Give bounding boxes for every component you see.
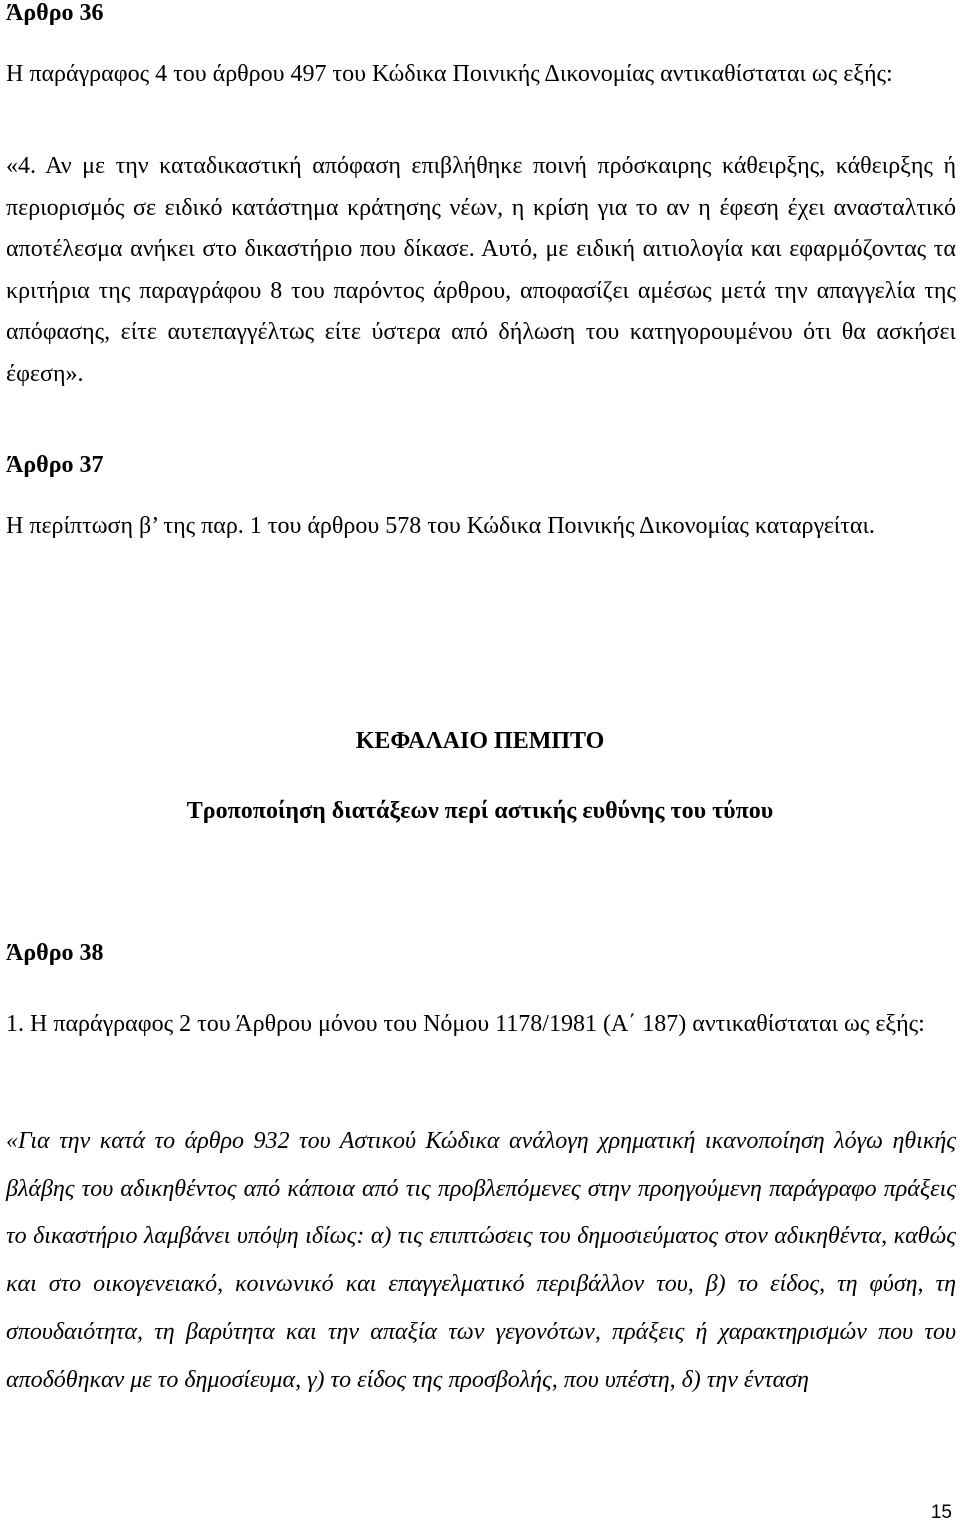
article-36-quote: «4. Αν με την καταδικαστική απόφαση επιβλήθηκε ποινή πρόσκαιρης κάθειρξης, κάθειρξης ή περιορισμός σε ειδικό κατάστημα κράτησης νέων, η κρίση για το αν η έφεση έχει ανασταλτικό αποτέλεσμα ανήκει στο δικαστήριο που δίκασε. Αυτό, με ειδική αιτιολογία και εφαρμόζοντας τα κριτήρια της παραγράφου 8 του παρόντος άρθρου, αποφασίζει αμέσως μετά την απαγγελία της απόφασης, είτε αυτεπαγγέλτως είτε ύστερα από δήλωση του κατηγορουμένου ότι θα ασκήσει έφεση».: [6, 153, 956, 387]
page-number: 15: [930, 1502, 952, 1523]
article-36-heading: Άρθρο 36: [6, 0, 104, 26]
chapter-title: ΚΕΦΑΛΑΙΟ ΠΕΜΠΤΟ: [355, 728, 605, 754]
article-38-heading: Άρθρο 38: [6, 940, 104, 966]
chapter-subtitle: Τροποποίηση διατάξεων περί αστικής ευθύνης του τύπου: [186, 798, 774, 824]
article-37-heading: Άρθρο 37: [6, 452, 104, 478]
article-38-quote: «Για την κατά το άρθρο 932 του Αστικού Κώδικα ανάλογη χρηματική ικανοποίηση λόγω ηθικής βλάβης του αδικηθέντος από κάποια από τις προβλεπόμενες στην προηγούμενη παράγραφο πράξεις το δικαστήριο λαμβάνει υπόψη ιδίως: α) τις επιπτώσεις του δημοσιεύματος στον αδικηθέντα, καθώς και στο οικογενειακό, κοινωνικό και επαγγελματικό περιβάλλον του, β) το είδος, τη φύση, τη σπουδαιότητα, τη βαρύτητα και την απαξία των γεγονότων, πράξεις ή χαρακτηρισμών που του αποδόθηκαν με το δημοσίευμα, γ) το είδος της προσβολής, που υπέστη, δ) την ένταση: [6, 1128, 956, 1393]
article-36-intro: Η παράγραφος 4 του άρθρου 497 του Κώδικα Ποινικής Δικονομίας αντικαθίσταται ως εξής:: [6, 61, 893, 87]
article-38-text: 1. Η παράγραφος 2 του Άρθρου μόνου του Νόμου 1178/1981 (Α΄ 187) αντικαθίσταται ως εξής:: [6, 1011, 925, 1037]
article-37-text: Η περίπτωση β’ της παρ. 1 του άρθρου 578 του Κώδικα Ποινικής Δικονομίας καταργείται.: [6, 513, 875, 539]
